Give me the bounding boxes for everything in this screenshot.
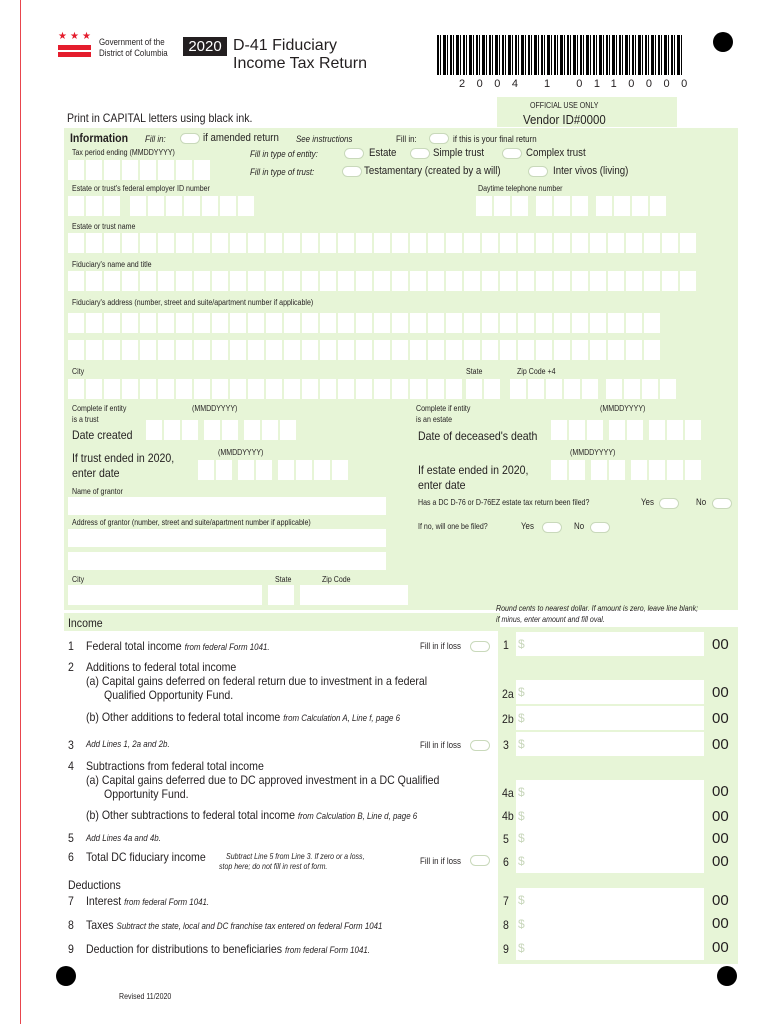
revision-date: Revised 11/2020 [119,992,172,1001]
line4-label: Subtractions from federal total income [86,759,264,773]
estate-ended-input[interactable] [551,460,703,480]
dollar-sign: $ [518,831,525,845]
grantor-address-input-line2[interactable] [68,552,386,570]
line-box-number: 4b [502,809,514,823]
simple-trust-label: Simple trust [433,147,485,159]
will-file-no-oval[interactable] [590,522,610,533]
estate-label: Estate [369,147,397,159]
print-instruction: Print in CAPITAL letters using black ink. [67,111,253,125]
complex-trust-label: Complex trust [526,147,586,159]
dollar-sign: $ [518,785,525,799]
line4b-amount-input[interactable] [516,804,704,828]
cents-label: 00 [712,830,729,847]
testamentary-label: Testamentary (created by a will) [364,165,501,177]
estate-name-label: Estate or trust name [72,222,136,231]
will-file-yes-oval[interactable] [542,522,562,533]
registration-mark [717,966,737,986]
amended-return-label: if amended return [203,132,279,144]
line2b-label: (b) Other additions to federal total income from Calculation A, Line f, page 6 [86,710,401,724]
complete-trust-label: Complete if entity [72,404,127,413]
grantor-address-label: Address of grantor (number, street and suite/apartment number if applicable) [72,518,311,527]
dollar-sign: $ [518,685,525,699]
line7-label: Interest from federal Form 1041. [86,894,210,908]
d76-yes-oval[interactable] [659,498,679,509]
line-number: 7 [68,894,74,908]
fiduciary-address-input-line2[interactable] [68,340,662,360]
line-box-number: 9 [503,942,509,956]
estate-ended-label: If estate ended in 2020, [418,463,529,477]
line6-note: Subtract Line 5 from Line 3. If zero or a loss, [226,852,365,861]
zip-label: Zip Code +4 [517,367,556,376]
date-format-hint: (MMDDYYYY) [218,448,264,457]
line9-amount-input[interactable] [516,936,704,960]
fiduciary-name-input[interactable] [68,271,698,291]
grantor-city-input[interactable] [68,585,262,605]
line-box-number: 7 [503,894,509,908]
d76-no-oval[interactable] [712,498,732,509]
grantor-address-input-line1[interactable] [68,529,386,547]
grantor-name-label: Name of grantor [72,487,123,496]
line-box-number: 2b [502,712,514,726]
form-subtitle: Income Tax Return [233,55,367,72]
line-number: 6 [68,850,74,864]
d76-question: Has a DC D-76 or D-76EZ estate tax return been filed? [418,498,590,507]
complete-estate-label: Complete if entity [416,404,471,413]
entity-type-label: Fill in type of entity: [250,149,318,159]
dollar-sign: $ [518,854,525,868]
fiduciary-address-label: Fiduciary's address (number, street and suite/apartment number if applicable) [72,298,314,307]
date-format-hint: (MMDDYYYY) [570,448,616,457]
line3-loss-oval[interactable] [470,740,490,751]
line2a-amount-input[interactable] [516,680,704,704]
income-heading: Income [68,616,103,630]
fill-if-loss-label: Fill in if loss [420,641,461,651]
date-created-input[interactable] [146,420,298,440]
line1-label: Federal total income from federal Form 1041. [86,639,270,653]
no-label: No [574,521,585,531]
grantor-state-input[interactable] [268,585,294,605]
rounding-note: Round cents to nearest dollar. If amount is zero, leave line blank; [496,604,699,613]
line-box-number: 6 [503,855,509,869]
estate-oval[interactable] [344,148,364,159]
yes-label: Yes [521,521,534,531]
cents-label: 00 [712,736,729,753]
fein-label: Estate or trust's federal employer ID number [72,184,210,193]
line4b-label: (b) Other subtractions to federal total income from Calculation B, Line d, page 6 [86,808,418,822]
official-use-label: OFFICIAL USE ONLY [530,101,599,110]
line3-amount-input[interactable] [516,732,704,756]
dc-flag-logo: ★ ★ ★ [58,32,94,57]
see-instructions-note: See instructions [296,134,353,144]
line2a-label: (a) Capital gains deferred on federal return due to investment in a federal [86,674,428,688]
information-heading: Information [70,131,129,145]
estate-ended-label-2: enter date [418,478,466,492]
cents-label: 00 [712,684,729,701]
line-box-number: 3 [503,738,509,752]
grantor-zip-label: Zip Code [322,575,351,584]
cents-label: 00 [712,783,729,800]
line-number: 1 [68,639,74,653]
line6-loss-oval[interactable] [470,855,490,866]
final-return-oval[interactable] [429,133,449,144]
cents-label: 00 [712,808,729,825]
line2a-label-2: Qualified Opportunity Fund. [104,688,234,702]
line-number: 5 [68,831,74,845]
date-of-death-input[interactable] [551,420,703,440]
dollar-sign: $ [518,809,525,823]
cents-label: 00 [712,710,729,727]
amended-return-oval[interactable] [180,133,200,144]
line-number: 4 [68,759,74,773]
state-input[interactable] [466,379,502,399]
line4a-label-2: Opportunity Fund. [104,787,189,801]
agency-name-line2: District of Columbia [99,48,168,58]
dollar-sign: $ [518,737,525,751]
trust-ended-input[interactable] [198,460,350,480]
vendor-id: Vendor ID#0000 [523,112,606,127]
cents-label: 00 [712,915,729,932]
line5-label: Add Lines 4a and 4b. [86,833,161,843]
trust-ended-label: If trust ended in 2020, [72,451,175,465]
final-return-label: if this is your final return [453,134,537,144]
state-label: State [466,367,483,376]
will-file-question: If no, will one be filed? [418,522,488,531]
fiduciary-address-input-line1[interactable] [68,313,662,333]
barcode-number: 2004 1 0110000 [459,78,699,90]
line7-amount-input[interactable] [516,888,704,912]
line4a-amount-input[interactable] [516,780,704,804]
dollar-sign: $ [518,711,525,725]
line-number: 3 [68,738,74,752]
testamentary-oval[interactable] [342,166,362,177]
line-box-number: 5 [503,832,509,846]
city-label: City [72,367,85,376]
tax-period-label: Tax period ending (MMDDYYYY) [72,148,175,157]
line-number: 9 [68,942,74,956]
zip-input[interactable] [510,379,678,399]
registration-mark [56,966,76,986]
date-format-hint: (MMDDYYYY) [600,404,646,413]
simple-trust-oval[interactable] [410,148,430,159]
inter-vivos-label: Inter vivos (living) [553,165,629,177]
agency-name-line1: Government of the [99,37,165,47]
fill-in-label: Fill in: [396,134,417,144]
line6-note-2: stop here; do not fill in rest of form. [219,862,328,871]
form-title: D-41 Fiduciary [233,37,338,54]
line2b-amount-input[interactable] [516,706,704,730]
complete-estate-label-2: is an estate [416,415,453,424]
registration-mark [713,32,733,52]
line2-label: Additions to federal total income [86,660,237,674]
barcode [437,35,682,75]
trust-ended-label-2: enter date [72,466,120,480]
fill-in-label: Fill in: [145,134,166,144]
inter-vivos-oval[interactable] [528,166,548,177]
city-input[interactable] [68,379,464,399]
phone-input[interactable] [476,196,668,216]
trust-type-label: Fill in type of trust: [250,167,315,177]
grantor-name-input[interactable] [68,497,386,515]
grantor-zip-input[interactable] [300,585,408,605]
yes-label: Yes [641,497,654,507]
dollar-sign: $ [518,941,525,955]
line6-label: Total DC fiduciary income [86,850,206,864]
dollar-sign: $ [518,637,525,651]
tax-period-input[interactable] [68,160,212,180]
deductions-heading: Deductions [68,878,121,892]
line4a-label: (a) Capital gains deferred due to DC approved investment in a DC Qualified [86,773,440,787]
line-box-number: 8 [503,918,509,932]
line1-amount-input[interactable] [516,632,704,656]
fiduciary-name-label: Fiduciary's name and title [72,260,152,269]
line-number: 2 [68,660,74,674]
complete-trust-label-2: is a trust [72,415,99,424]
line8-label: Taxes Subtract the state, local and DC franchise tax entered on federal Form 1041 [86,918,383,932]
income-heading-band [64,613,500,631]
fill-if-loss-label: Fill in if loss [420,856,461,866]
cents-label: 00 [712,892,729,909]
line-box-number: 2a [502,687,514,701]
no-label: No [696,497,707,507]
fein-input[interactable] [68,196,256,216]
line6-amount-input[interactable] [516,849,704,873]
line8-amount-input[interactable] [516,912,704,936]
tax-year-badge: 2020 [183,37,227,56]
complex-trust-oval[interactable] [502,148,522,159]
line-number: 8 [68,918,74,932]
cents-label: 00 [712,636,729,653]
dollar-sign: $ [518,917,525,931]
date-of-death-label: Date of deceased's death [418,429,538,443]
cents-label: 00 [712,939,729,956]
rounding-note-2: if minus, enter amount and fill oval. [496,615,605,624]
fill-if-loss-label: Fill in if loss [420,740,461,750]
line3-label: Add Lines 1, 2a and 2b. [86,739,170,749]
line-box-number: 1 [503,638,509,652]
dollar-sign: $ [518,893,525,907]
estate-name-input[interactable] [68,233,698,253]
margin-line [20,0,21,1024]
line5-amount-input[interactable] [516,827,704,849]
grantor-city-label: City [72,575,85,584]
cents-label: 00 [712,853,729,870]
grantor-state-label: State [275,575,292,584]
date-created-label: Date created [72,428,133,442]
phone-label: Daytime telephone number [478,184,563,193]
line9-label: Deduction for distributions to beneficiaries from federal Form 1041. [86,942,370,956]
line-box-number: 4a [502,786,514,800]
date-format-hint: (MMDDYYYY) [192,404,238,413]
line1-loss-oval[interactable] [470,641,490,652]
